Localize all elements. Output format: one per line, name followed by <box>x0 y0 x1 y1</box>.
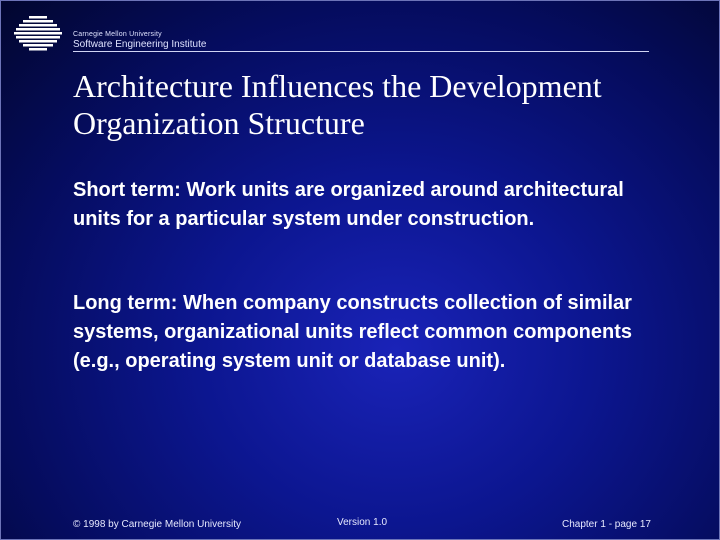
sei-logo-icon <box>13 15 63 51</box>
page-number: Chapter 1 - page 17 <box>562 519 651 530</box>
institute-name: Software Engineering Institute <box>73 39 207 50</box>
long-term-paragraph: Long term: When company constructs collection of similar systems, organizational units reflect common components (e.g., operating system unit or database unit). <box>73 292 633 372</box>
slide-title-line-1: Architecture Influences the Development <box>73 68 602 104</box>
header-divider <box>73 51 649 52</box>
version-label: Version 1.0 <box>337 517 388 528</box>
short-term-paragraph: Short term: Work units are organized around architectural units for a particular system under construction. <box>73 179 624 230</box>
university-name: Carnegie Mellon University <box>73 31 162 38</box>
copyright-notice: © 1998 by Carnegie Mellon University <box>73 519 242 530</box>
slide-title <box>73 68 703 142</box>
slide-title-line-2: Organization Structure <box>73 105 365 141</box>
